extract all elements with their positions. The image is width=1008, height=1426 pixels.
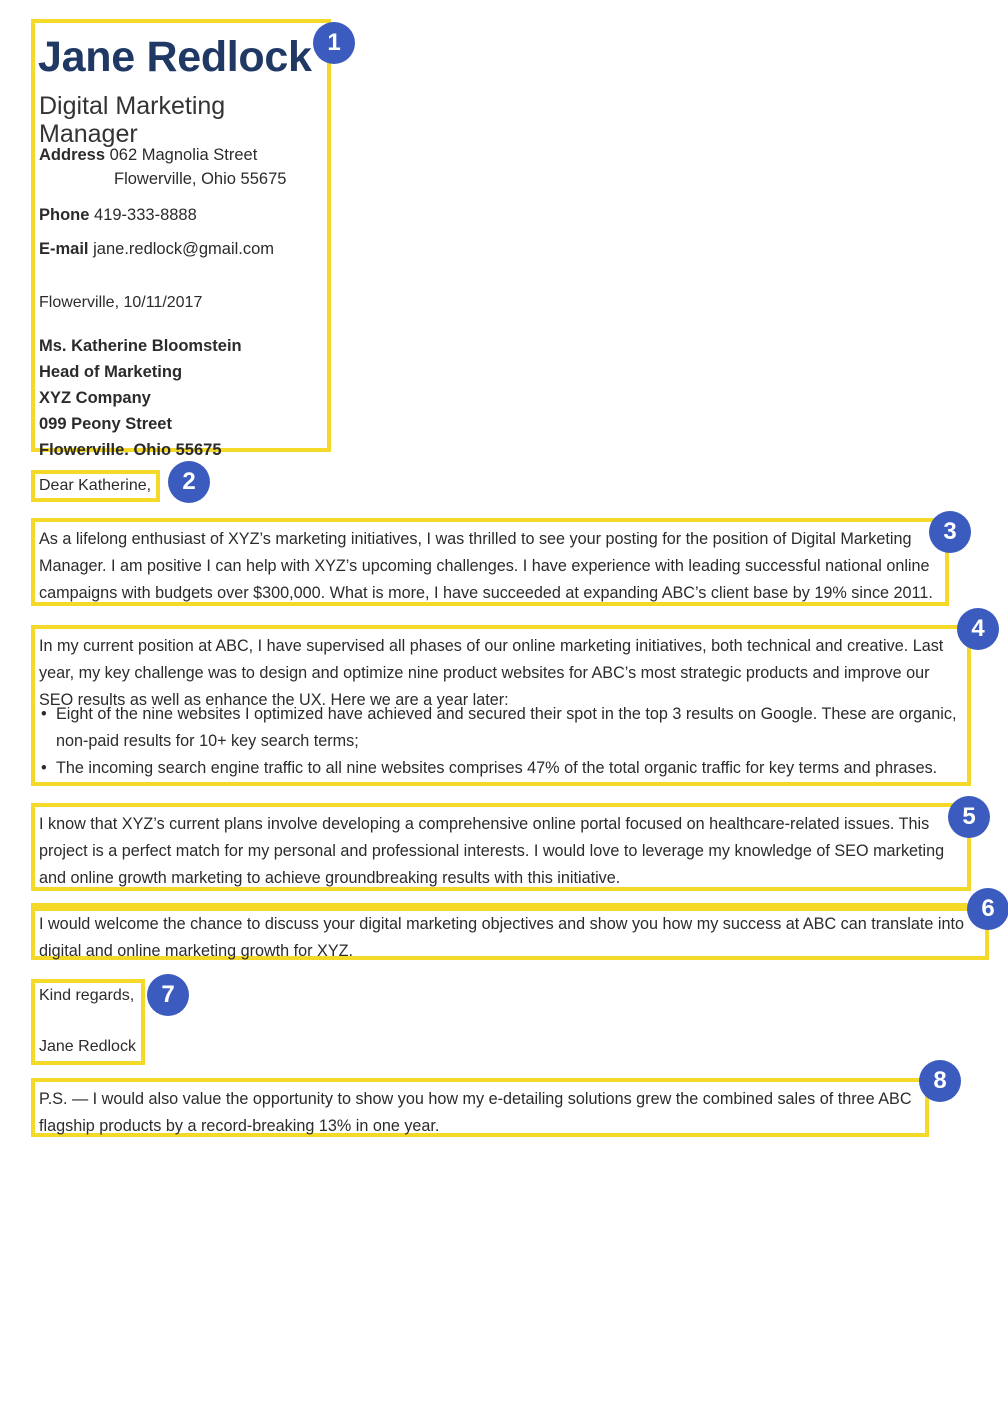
address-line-1: 062 Magnolia Street (109, 146, 258, 164)
applicant-name: Jane Redlock (38, 33, 312, 81)
recipient-line: Head of Marketing (39, 362, 183, 381)
address-line-2: Flowerville, Ohio 55675 (114, 169, 287, 188)
bullet-item: • Eight of the nine websites I optimized have achieved and secured their spot in the top 3 results on Google. These are organic, non-paid results for 10+ key search terms; (39, 701, 959, 755)
contact-phone (39, 204, 319, 228)
recipient-block (39, 334, 324, 463)
salutation: Dear Katherine, (39, 477, 152, 494)
applicant-job-title: Digital Marketing Manager (39, 92, 226, 148)
phone-value: 419-333-8888 (94, 206, 197, 224)
badge-8[interactable]: 8 (919, 1060, 961, 1102)
paragraph-1: As a lifelong enthusiast of XYZ’s marketing initiatives, I was thrilled to see your posting for the position of Digital Marketing Manager. I am positive I can help with XYZ’s upcoming challenges. I have experience with leading successful national online campaigns with budgets over $300,000. What is more, I have succeeded at expanding ABC’s client base by 19% since 2011. (39, 530, 933, 603)
recipient-line: 099 Peony Street (39, 414, 172, 433)
email-value: jane.redlock@gmail.com (93, 240, 275, 258)
badge-7[interactable]: 7 (147, 974, 189, 1016)
recipient-line: Flowerville. Ohio 55675 (39, 440, 222, 459)
paragraph-2-bullet-list (39, 701, 959, 783)
postscript: P.S. — I would also value the opportunity to show you how my e-detailing solutions grew the combined sales of three ABC flagship products by a record-breaking 13% in one year. (39, 1090, 912, 1136)
paragraph-2: In my current position at ABC, I have supervised all phases of our online marketing initiatives, both technical and creative. Last year, my key challenge was to design and optimize nine product websites for ABC’s most strategic products and improve our SEO results as well as enhance the UX. Here we are a year later: (39, 637, 944, 710)
paragraph-4: I would welcome the chance to discuss your digital marketing objectives and show you how my success at ABC can translate into digital and online marketing growth for XYZ. (39, 915, 964, 961)
badge-5[interactable]: 5 (948, 796, 990, 838)
recipient-line: XYZ Company (39, 388, 151, 407)
address-label: Address (39, 146, 106, 164)
closing: Kind regards, (39, 987, 135, 1004)
bullet-item: • The incoming search engine traffic to all nine websites comprises 47% of the total organic traffic for key terms and phrases. (39, 755, 959, 782)
contact-email (39, 238, 319, 262)
badge-4[interactable]: 4 (957, 608, 999, 650)
signature-name: Jane Redlock (39, 1038, 136, 1055)
city-and-date: Flowerville, 10/11/2017 (39, 294, 203, 311)
email-label: E-mail (39, 240, 89, 258)
badge-2[interactable]: 2 (168, 461, 210, 503)
recipient-line: Ms. Katherine Bloomstein (39, 337, 242, 355)
badge-1[interactable]: 1 (313, 22, 355, 64)
badge-3[interactable]: 3 (929, 511, 971, 553)
paragraph-3: I know that XYZ’s current plans involve developing a comprehensive online portal focused on healthcare-related issues. This project is a perfect match for my personal and professional interests. I would love to leverage my knowledge of SEO marketing and online growth marketing to achieve groundbreaking results with this initiative. (39, 815, 945, 888)
phone-label: Phone (39, 206, 90, 224)
badge-6[interactable]: 6 (967, 888, 1008, 930)
contact-address (39, 144, 319, 192)
